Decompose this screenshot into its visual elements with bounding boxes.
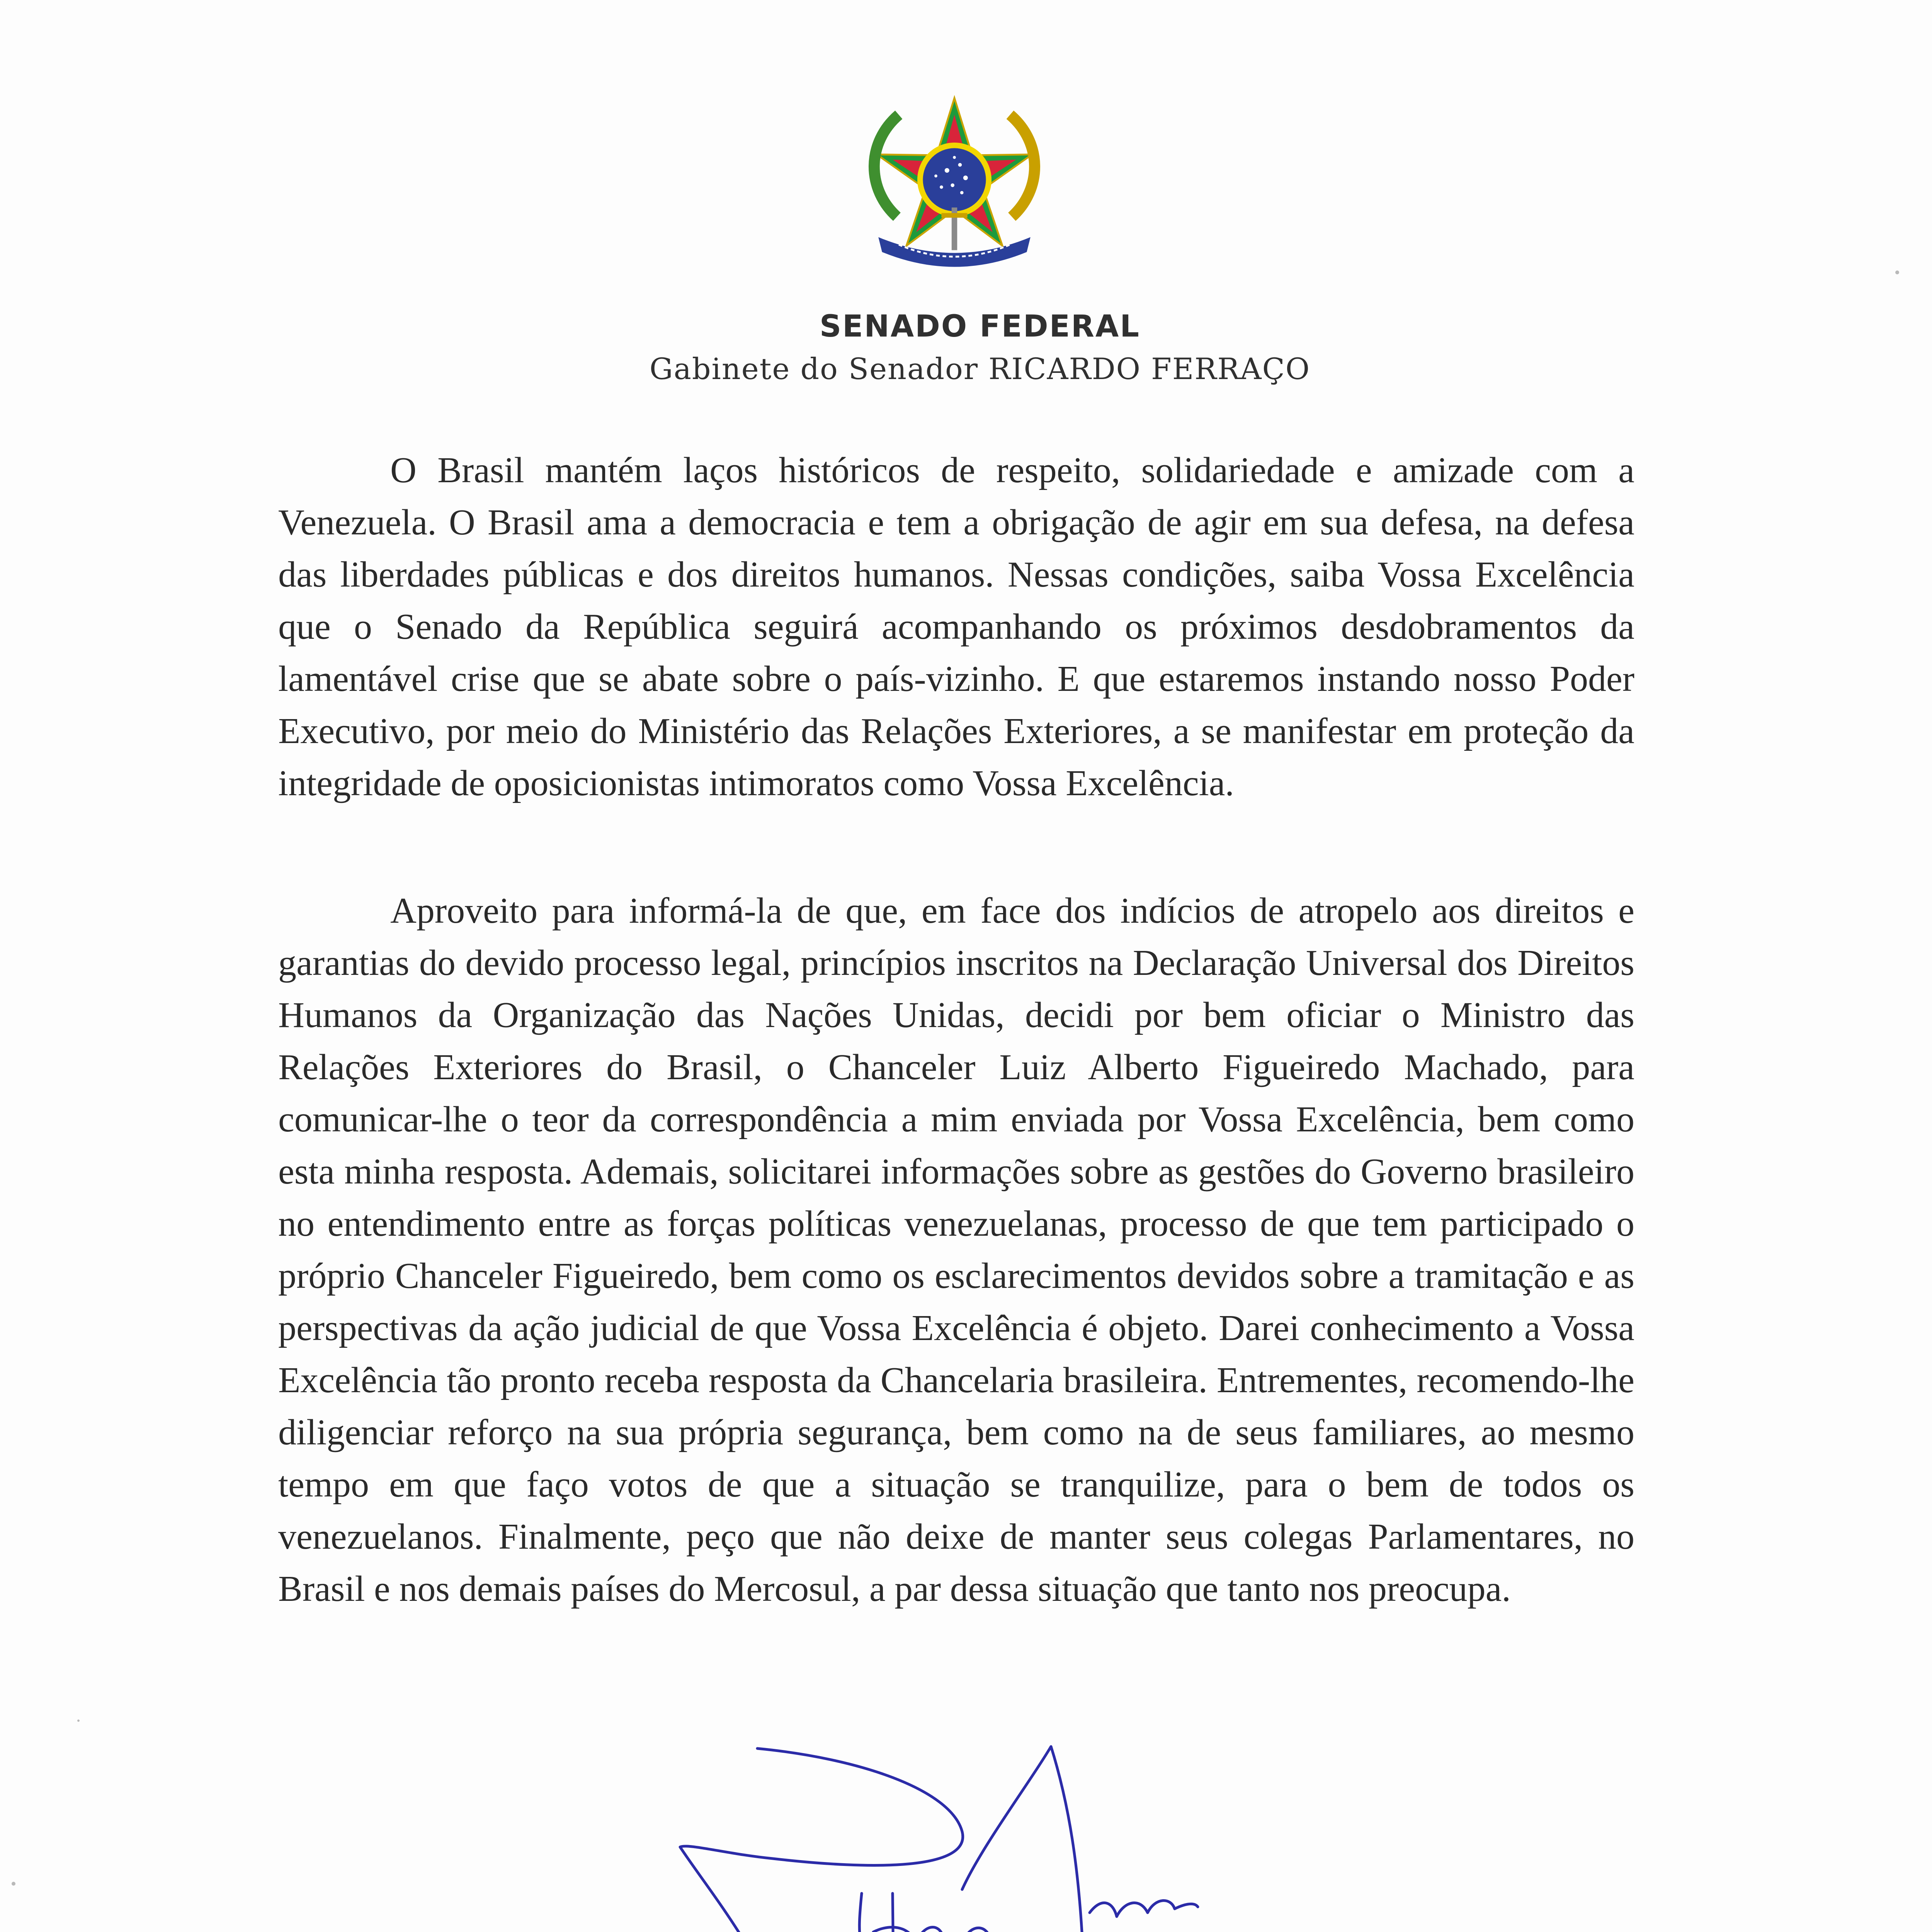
paragraph-2-text: Aproveito para informá-la de que, em face dos indícios de atropelo aos direitos e garantias do devido processo legal, princípios inscritos na Declaração Universal dos Direitos Humanos da Organização das Nações Unidas, decidi por bem oficiar o Ministro das Relações Exteriores do Brasil, o Chanceler Luiz Alberto Figueiredo Machado, para comunicar-lhe o teor da correspondência a mim enviada por Vossa Excelência, bem como esta minha resposta. Ademais, solicitarei informações sobre as gestões do Governo brasileiro no entendimento entre as forças políticas venezuelanas, processo de que tem participado o próprio Chanceler Figueiredo, bem como os esclarecimentos devidos sobre a tramitação e as perspectivas da ação judicial de que Vossa Excelência é objeto. Darei conhecimento a Vossa Excelência tão pronto receba resposta da Chancelaria brasileira. Entrementes, recomendo-lhe diligenciar reforço na sua própria segurança, bem como na de seus familiares, ao mesmo tempo em que faço votos de que a situação se tranquilize, para o bem de todos os venezuelanos. Finalmente, peço que não deixe de manter seus colegas Parlamentares, no Brasil e nos demais países do Mercosul, a par dessa situação que tanto nos preocupa. <box>278 891 1634 1609</box>
scan-speck <box>12 1882 15 1886</box>
body-paragraph-1 <box>278 444 1634 810</box>
scan-speck <box>1895 270 1899 274</box>
organization-title: SENADO FEDERAL <box>819 309 1141 344</box>
scan-speck <box>77 1719 80 1722</box>
body-paragraph-2 <box>278 885 1634 1615</box>
paragraph-1-text: O Brasil mantém laços históricos de respeito, solidariedade e amizade com a Venezuela. O Brasil ama a democracia e tem a obrigação de agir em sua defesa, na defesa das liberdades públicas e dos direitos humanos. Nessas condições, saiba Vossa Excelência que o Senado da República seguirá acompanhando os próximos desdobramentos da lamentável crise que se abate sobre o país-vizinho. E que estaremos instando nosso Poder Executivo, por meio do Ministério das Relações Exteriores, a se manifestar em proteção da integridade de oposicionistas intimoratos como Vossa Excelência. <box>278 450 1634 803</box>
handwritten-signature <box>657 1731 1314 1932</box>
brazil-coat-of-arms-icon <box>862 87 1047 272</box>
office-subtitle: Gabinete do Senador RICARDO FERRAÇO <box>649 352 1311 386</box>
